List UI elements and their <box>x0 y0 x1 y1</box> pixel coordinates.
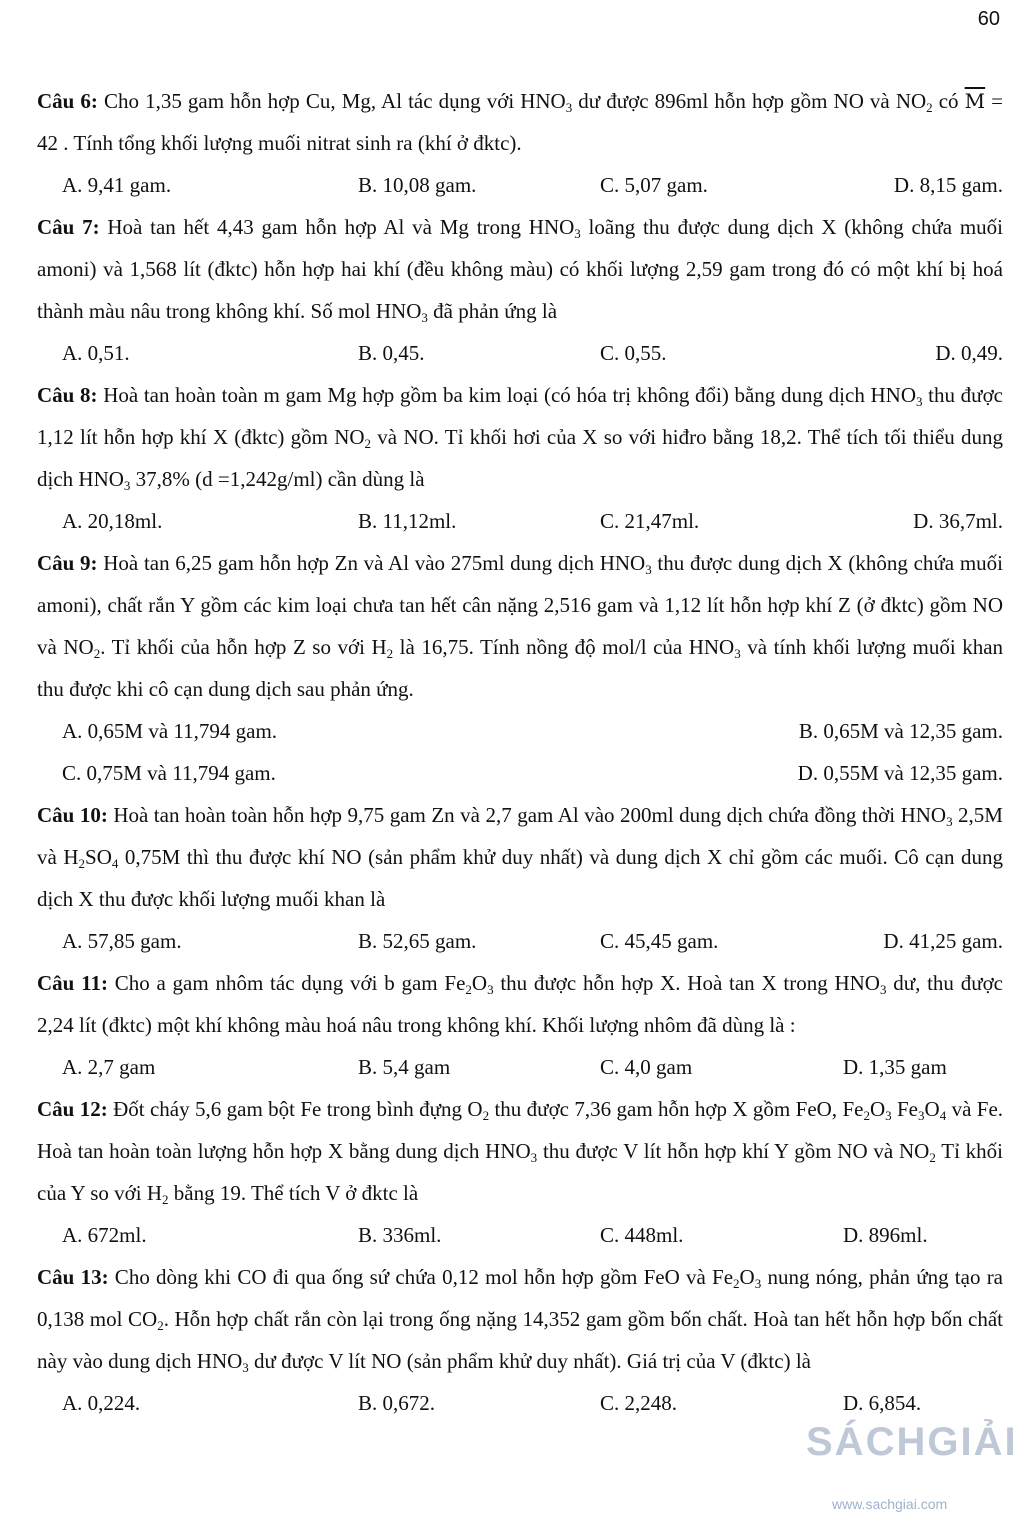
answer-option: C. 5,07 gam. <box>600 173 708 197</box>
answer-options <box>37 752 1003 794</box>
question-body: Đốt cháy 5,6 gam bột Fe trong bình đựng $O_2$ thu được 7,36 gam hỗn hợp X gồm FeO, $Fe_2O_3$ $Fe_3O_4$ và Fe. Hoà tan hoàn toàn lượng hỗn hợp X bằng dung dịch $HNO_3$ thu được V lít hỗn hợp khí Y gồm NO và $NO_2$ Tỉ khối của Y so với $H_2$ bằng 19. Thể tích V ở đktc là <box>37 1097 1004 1207</box>
watermark-text: SÁCHGIẢI <box>806 1420 1018 1464</box>
answer-option: B. 0,45. <box>358 341 425 365</box>
answer-option: B. 0,65M và 12,35 gam. <box>798 719 1003 743</box>
answer-options <box>37 1382 1003 1424</box>
answer-option: B. 11,12ml. <box>358 509 457 533</box>
answer-options <box>37 500 1003 542</box>
answer-option: A. 672ml. <box>62 1223 147 1247</box>
question-label: Câu 11: <box>37 971 108 995</box>
question-label: Câu 10: <box>37 803 108 827</box>
answer-options <box>37 710 1003 752</box>
question-text <box>37 794 1003 920</box>
answer-option: D. 896ml. <box>843 1223 928 1247</box>
answer-option: B. 336ml. <box>358 1223 442 1247</box>
question-body: Hoà tan hoàn toàn m gam Mg hợp gồm ba kim loại (có hóa trị không đổi) bằng dung dịch $HNO_3$ thu được 1,12 lít hỗn hợp khí X (đktc) gồm $NO_2$ và NO. Tỉ khối hơi của X so với hiđro bằng 18,2. Thể tích tối thiểu dung dịch $HNO_3$ 37,8% (d =1,242g/ml) cần dùng là <box>37 383 1003 493</box>
answer-options <box>37 1046 1003 1088</box>
question-label: Câu 12: <box>37 1097 108 1121</box>
watermark-url: www.sachgiai.com <box>832 1496 948 1512</box>
answer-option: D. 1,35 gam <box>843 1055 947 1079</box>
answer-option: B. 10,08 gam. <box>358 173 477 197</box>
answer-option: A. 20,18ml. <box>62 509 163 533</box>
answer-options <box>37 1214 1003 1256</box>
question-body: Hoà tan hoàn toàn hỗn hợp 9,75 gam Zn và 2,7 gam Al vào 200ml dung dịch chứa đồng thời $HNO_3$ 2,5M và $H_2SO_4$ 0,75M thì thu được khí NO (sản phẩm khử duy nhất) và dung dịch X chỉ gồm các muối. Cô cạn dung dịch X thu được khối lượng muối khan là <box>37 803 1003 911</box>
watermark-logo <box>806 1420 1016 1535</box>
answer-option: A. 2,7 gam <box>62 1055 156 1079</box>
answer-option: A. 57,85 gam. <box>62 929 182 953</box>
question-text <box>37 962 1003 1046</box>
question-text <box>37 1256 1003 1382</box>
answer-option: A. 0,65M và 11,794 gam. <box>62 719 278 743</box>
answer-option: D. 8,15 gam. <box>893 173 1003 197</box>
question-body: Cho dòng khi CO đi qua ống sứ chứa 0,12 mol hỗn hợp gồm FeO và $Fe_2O_3$ nung nóng, phản ứng tạo ra 0,138 mol $CO_2$. Hỗn hợp chất rắn còn lại trong ống nặng 14,352 gam gồm bốn chất. Hoà tan hết hỗn hợp bốn chất này vào dung dịch $HNO_3$ dư được V lít NO (sản phẩm khử duy nhất). Giá trị của V (đktc) là <box>37 1265 1004 1375</box>
answer-option: C. 21,47ml. <box>600 509 700 533</box>
answer-option: D. 0,49. <box>935 341 1003 365</box>
answer-option: D. 41,25 gam. <box>883 929 1003 953</box>
question-label: Câu 13: <box>37 1265 109 1289</box>
answer-option: D. 0,55M và 12,35 gam. <box>797 761 1003 785</box>
answer-option: B. 5,4 gam <box>358 1055 451 1079</box>
answer-options <box>37 920 1003 962</box>
question-body: Cho 1,35 gam hỗn hợp Cu, Mg, Al tác dụng với $HNO_3$ dư được 896ml hỗn hợp gồm NO và $NO_2$ có $\overline{M} = 42$ . Tính tổng khối lượng muối nitrat sinh ra (khí ở đktc). <box>37 89 1004 155</box>
answer-options <box>37 164 1003 206</box>
answer-options <box>37 332 1003 374</box>
question-list <box>37 80 1003 1424</box>
question-text <box>37 542 1003 710</box>
answer-option: C. 4,0 gam <box>600 1055 693 1079</box>
answer-option: A. 0,224. <box>62 1391 141 1415</box>
answer-option: D. 36,7ml. <box>913 509 1003 533</box>
question-text <box>37 80 1003 164</box>
question-label: Câu 6: <box>37 89 98 113</box>
answer-option: A. 0,51. <box>62 341 130 365</box>
answer-option: B. 0,672. <box>358 1391 436 1415</box>
question-label: Câu 8: <box>37 383 98 407</box>
answer-option: C. 0,55. <box>600 341 667 365</box>
answer-option: C. 0,75M và 11,794 gam. <box>62 761 276 785</box>
answer-option: D. 6,854. <box>843 1391 922 1415</box>
question-text <box>37 374 1003 500</box>
answer-option: B. 52,65 gam. <box>358 929 477 953</box>
answer-option: C. 448ml. <box>600 1223 684 1247</box>
answer-option: C. 2,248. <box>600 1391 678 1415</box>
question-label: Câu 9: <box>37 551 98 575</box>
question-body: Cho a gam nhôm tác dụng với b gam $Fe_2O_3$ thu được hỗn hợp X. Hoà tan X trong $HNO_3$ dư, thu được 2,24 lít (đktc) một khí không màu hoá nâu trong không khí. Khối lượng nhôm đã dùng là : <box>37 971 1003 1037</box>
question-text <box>37 206 1003 332</box>
question-body: Hoà tan 6,25 gam hỗn hợp Zn và Al vào 275ml dung dịch $HNO_3$ thu được dung dịch X (không chứa muối amoni), chất rắn Y gồm các kim loại chưa tan hết cân nặng 2,516 gam và 1,12 lít hỗn hợp khí Z (ở đktc) gồm NO và $NO_2$. Tỉ khối của hỗn hợp Z so với $H_2$ là 16,75. Tính nồng độ mol/l của $HNO_3$ và tính khối lượng muối khan thu được khi cô cạn dung dịch sau phản ứng. <box>37 551 1004 701</box>
answer-option: C. 45,45 gam. <box>600 929 719 953</box>
question-label: Câu 7: <box>37 215 100 239</box>
question-body: Hoà tan hết 4,43 gam hỗn hợp Al và Mg trong $HNO_3$ loãng thu được dung dịch X (không chứa muối amoni) và 1,568 lít (đktc) hỗn hợp hai khí (đều không màu) có khối lượng 2,59 gam trong đó có một khí bị hoá thành màu nâu trong không khí. Số mol $HNO_3$ đã phản ứng là <box>37 215 1003 325</box>
page-number: 60 <box>977 8 1000 30</box>
answer-option: A. 9,41 gam. <box>62 173 172 197</box>
question-text <box>37 1088 1003 1214</box>
